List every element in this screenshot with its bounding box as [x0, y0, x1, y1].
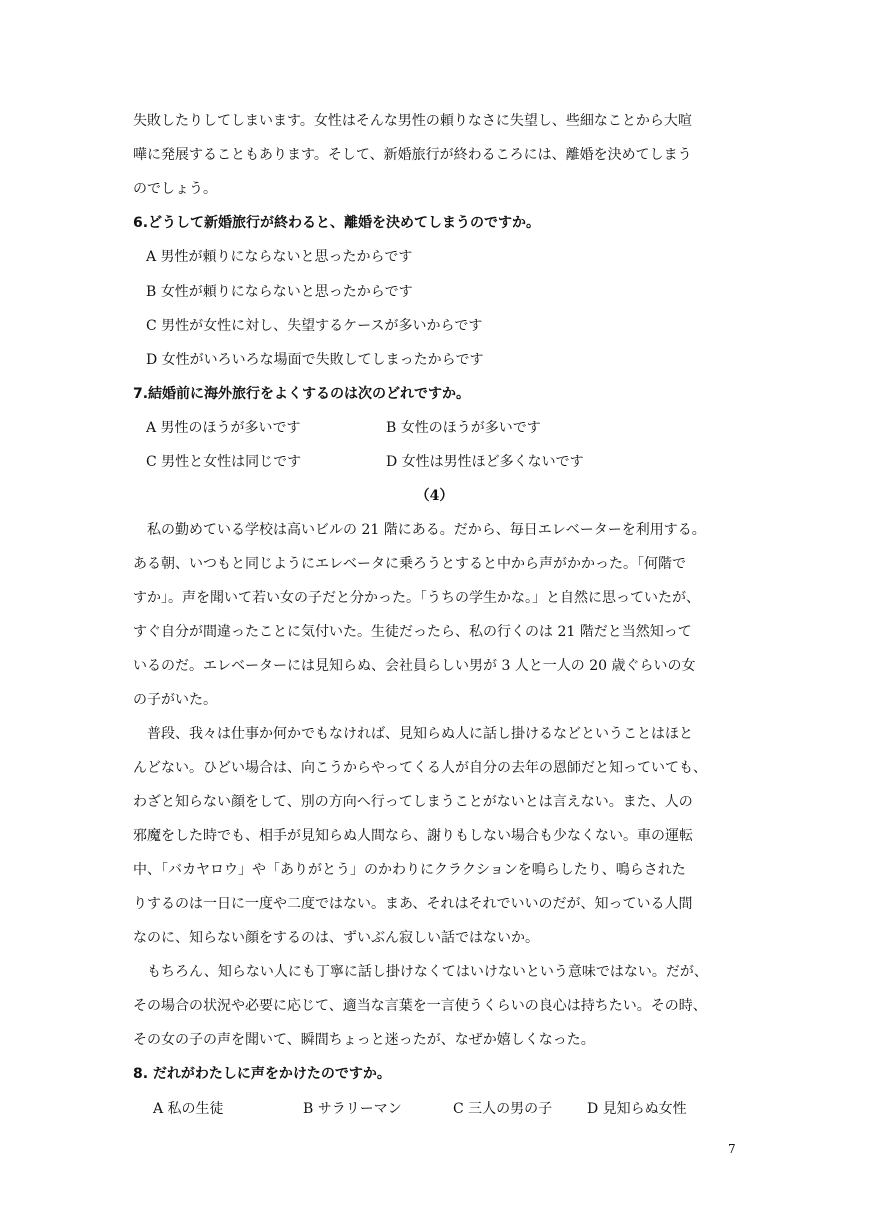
passage-line: もちろん、知らない人にも丁寧に話し掛けなくてはいけないという意味ではない。だが、	[133, 964, 708, 980]
question-8: 8. だれがわたしに声をかけたのですか。	[133, 1066, 391, 1082]
passage-line: その場合の状況や必要に応じて、適当な言葉を一言使うくらいの良心は持ちたい。その時、	[133, 998, 707, 1014]
passage-line: 普段、我々は仕事か何かでもなければ、見知らぬ人に話し掛けるなどということはほと	[133, 726, 693, 742]
question-7: 7.結婚前に海外旅行をよくするのは次のどれですか。	[133, 386, 471, 402]
option-8d: D 見知らぬ女性	[587, 1101, 687, 1117]
option-7c: C 男性と女性は同じです	[146, 454, 302, 470]
passage-line: の子がいた。	[133, 692, 217, 708]
option-8b: B サラリーマン	[303, 1101, 402, 1117]
passage-line: すぐ自分が間違ったことに気付いた。生徒だったら、私の行くのは 21 階だと当然知って	[133, 624, 692, 640]
passage-line: その女の子の声を聞いて、瞬間ちょっと迷ったが、なぜか嬉しくなった。	[133, 1032, 595, 1048]
passage-line: 私の勤めている学校は高いビルの 21 階にある。だから、毎日エレベーターを利用する。	[133, 522, 706, 538]
question-6: 6.どうして新婚旅行が終わると、離婚を決めてしまうのですか。	[133, 215, 541, 231]
option-6a: A 男性が頼りにならないと思ったからです	[146, 249, 413, 265]
passage-line: わざと知らない顔をして、別の方向へ行ってしまうことがないとは言えない。また、人の	[133, 794, 693, 810]
option-8c: C 三人の男の子	[453, 1101, 553, 1117]
passage-line: ある朝、いつもと同じようにエレベータに乗ろうとすると中から声がかかった。「何階で	[133, 556, 686, 572]
passage-line: 中、「バカヤロウ」や「ありがとう」のかわりにクラクションを鳴らしたり、鳴らされた	[133, 862, 686, 878]
passage-line: 邪魔をした時でも、相手が見知らぬ人間なら、謝りもしない場合も少なくない。車の運転	[133, 828, 693, 844]
passage-line: すか」。声を聞いて若い女の子だと分かった。「うちの学生かな。」と自然に思っていたが、	[133, 590, 700, 606]
passage-line: りするのは一日に一度や二度ではない。まあ、それはそれでいいのだが、知っている人間	[133, 896, 693, 912]
option-7b: B 女性のほうが多いです	[386, 420, 541, 436]
option-6d: D 女性がいろいろな場面で失敗してしまったからです	[146, 352, 484, 368]
passage-line: んどない。ひどい場合は、向こうからやってくる人が自分の去年の恩師だと知っていても、	[133, 760, 707, 776]
passage-line: いるのだ。エレベーターには見知らぬ、会社員らしい男が 3 人と一人の 20 歳ぐらいの女	[133, 658, 696, 674]
page-number: 7	[728, 1142, 736, 1156]
passage-line: のでしょう。	[133, 181, 217, 197]
passage-line: なのに、知らない顔をするのは、ずいぶん寂しい話ではないか。	[133, 930, 539, 946]
option-7d: D 女性は男性ほど多くないです	[386, 454, 584, 470]
option-8a: A 私の生徒	[153, 1101, 224, 1117]
passage-line: 失敗したりしてしまいます。女性はそんな男性の頼りなさに失望し、些細なことから大喧	[133, 113, 692, 129]
option-7a: A 男性のほうが多いです	[146, 420, 301, 436]
passage-line: 嘩に発展することもあります。そして、新婚旅行が終わるころには、離婚を決めてしまう	[133, 147, 692, 163]
section-heading: （4）	[415, 488, 454, 504]
option-6c: C 男性が女性に対し、失望するケースが多いからです	[146, 318, 483, 334]
option-6b: B 女性が頼りにならないと思ったからです	[146, 284, 413, 300]
